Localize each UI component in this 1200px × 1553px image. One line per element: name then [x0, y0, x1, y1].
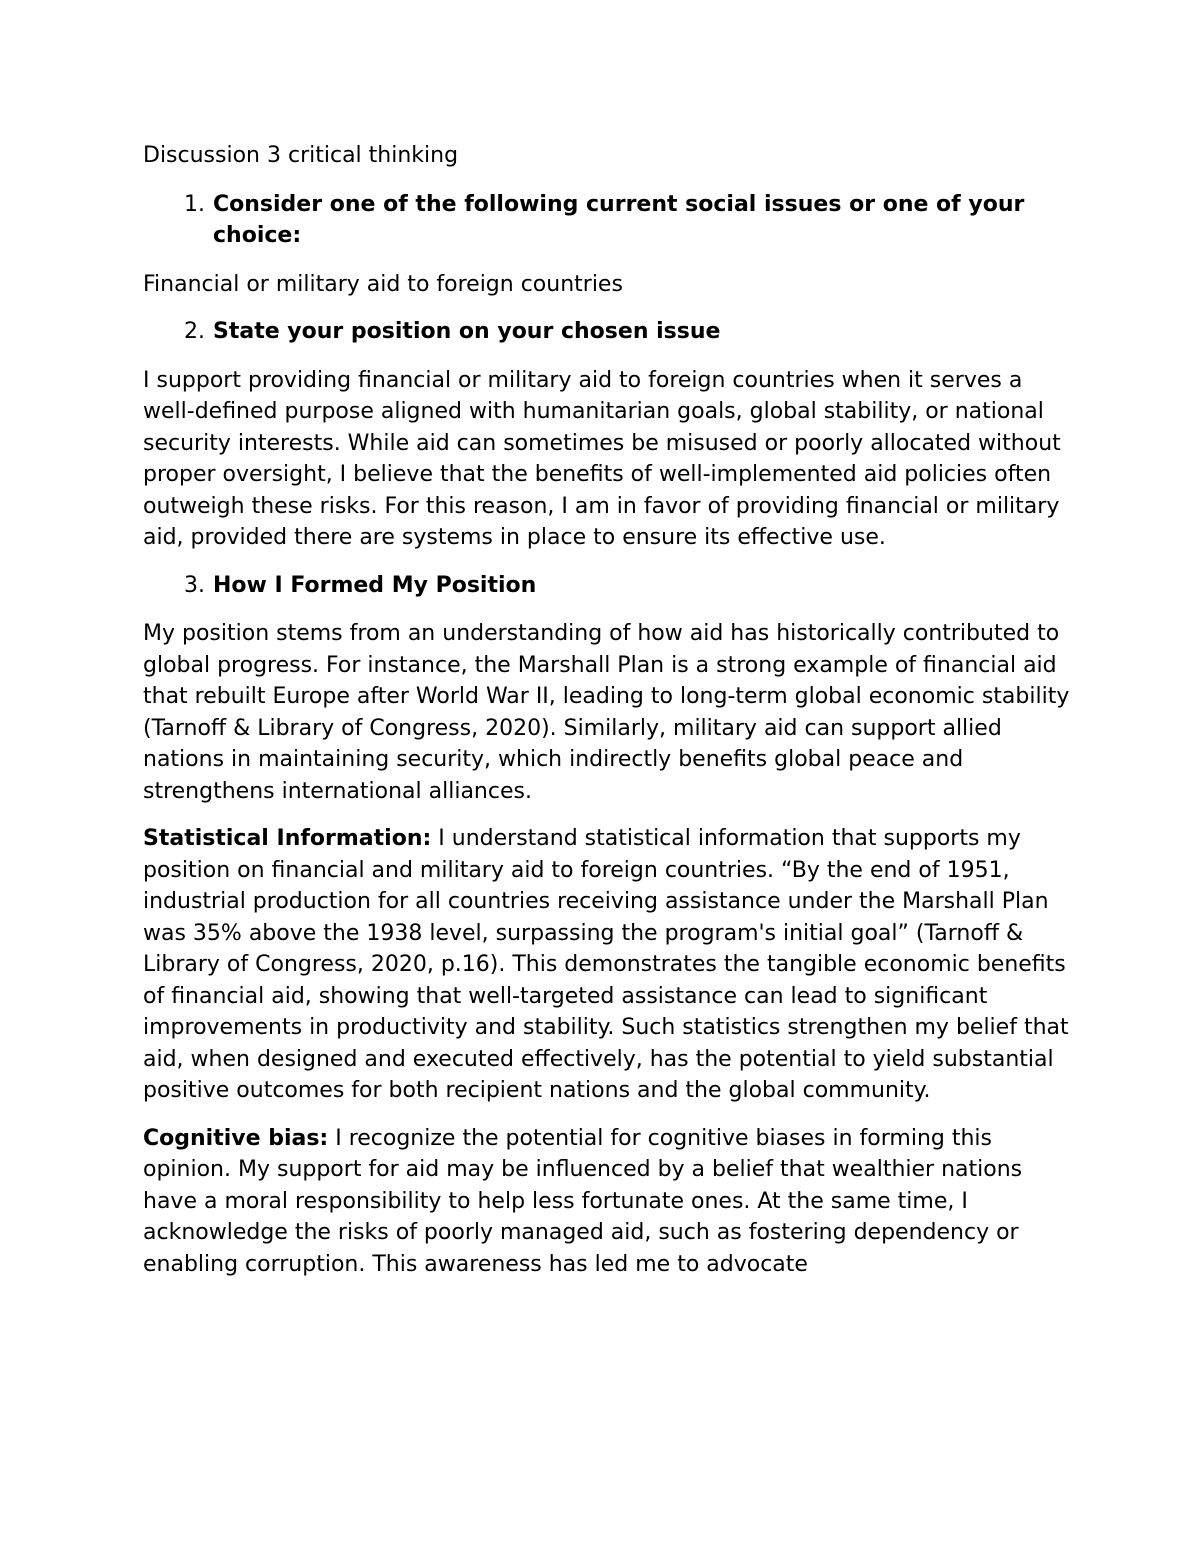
document-page [143, 140, 1078, 1296]
cognitive-label: Cognitive bias: [143, 1125, 329, 1151]
statistical-label: Statistical Information: [143, 826, 432, 851]
statistical-text: I understand statistical information that supports my position on financial and military aid to foreign countries. “By the end of 1951, industrial production for all countries receiving assistance under the Marshall Plan was 35% above the 1938 level, surpassing the program's initial goal” (Tarnoff & Library of Congress, 2020, p.16). This demonstrates the tangible economic benefits of financial aid, showing that well-targeted assistance can lead to significant improvements in productivity and stability. Such statistics strengthen my belief that aid, when designed and executed effectively, has the potential to yield substantial positive outcomes for both recipient nations and the global community. [143, 826, 1069, 1103]
list-item-1 [143, 189, 1078, 252]
chosen-issue: Financial or military aid to foreign countries [143, 271, 623, 297]
cognitive-text: I recognize the potential for cognitive biases in forming this opinion. My support for aid may be influenced by a belief that wealthier nations have a moral responsibility to help less fortunate ones. At the same time, I acknowledge the risks of poorly managed aid, such as fostering dependency or enabling corruption. This awareness has led me to advocate [143, 1125, 1023, 1277]
list-heading-1: Consider one of the following current social issues or one of your choice: [213, 191, 1025, 248]
formation-paragraph: My position stems from an understanding of how aid has historically contributed to global progress. For instance, the Marshall Plan is a strong example of financial aid that rebuilt Europe after World War II, leading to long-term global economic stability (Tarnoff & Library of Congress, 2020). Similarly, military aid can support allied nations in maintaining security, which indirectly benefits global peace and strengthens international alliances. [143, 621, 1070, 804]
list-number-1: 1. [184, 191, 205, 217]
list-number-2: 2. [184, 319, 205, 344]
list-heading-2: State your position on your chosen issue [213, 319, 721, 344]
list-item-2 [143, 316, 1078, 348]
document-title: Discussion 3 critical thinking [143, 143, 459, 168]
position-paragraph: I support providing financial or military aid to foreign countries when it serves a well-defined purpose aligned with humanitarian goals, global stability, or national security interests. While aid can sometimes be misused or poorly allocated without proper oversight, I believe that the benefits of well-implemented aid policies often outweigh these risks. For this reason, I am in favor of providing financial or military aid, provided there are systems in place to ensure its effective use. [143, 367, 1061, 550]
statistical-paragraph [143, 823, 1078, 1107]
list-heading-3: How I Formed My Position [213, 572, 537, 598]
cognitive-paragraph [143, 1123, 1078, 1281]
list-number-3: 3. [184, 572, 205, 598]
list-item-3 [143, 570, 1078, 602]
